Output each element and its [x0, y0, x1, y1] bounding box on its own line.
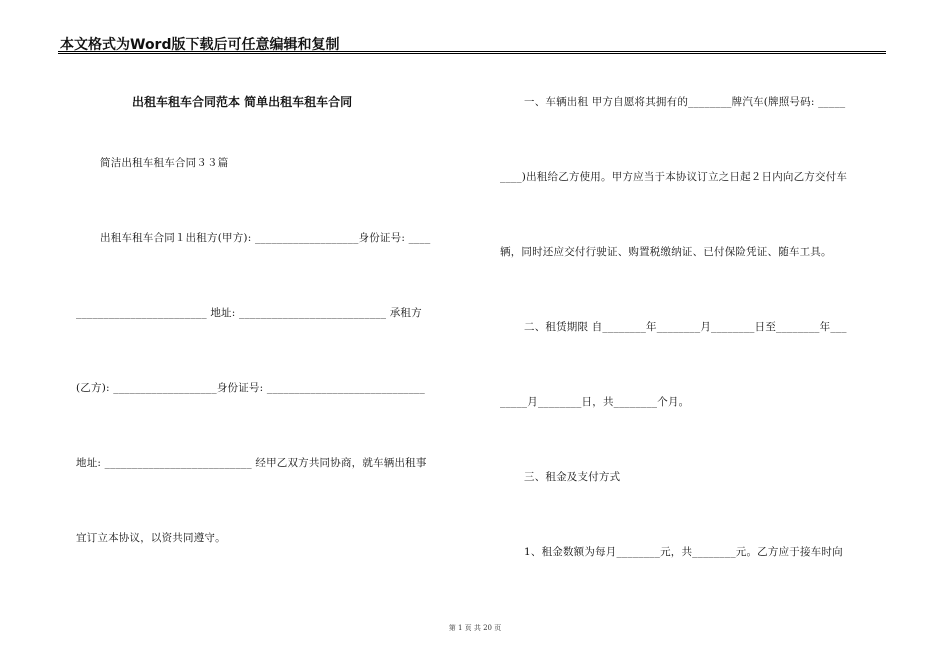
right-line-5: _____月________日，共________个月。	[500, 396, 690, 408]
left-line-1: 简洁出租车租车合同３３篇	[100, 157, 229, 169]
page-footer: 第 1 页 共 20 页	[448, 624, 502, 632]
right-line-1: 一、车辆出租 甲方自愿将其拥有的________牌汽车(牌照号码: _____	[524, 96, 846, 108]
document-title: 出租车租车合同范本 简单出租车租车合同	[132, 95, 353, 109]
page-header-title: 本文格式为Word版下载后可任意编辑和复制	[60, 37, 340, 53]
left-line-2: 出租车租车合同１出租方(甲方): ___________________身份证号: ____	[100, 232, 431, 244]
left-line-4: (乙方): ___________________身份证号: _____________________________	[76, 382, 425, 394]
header-rule	[58, 51, 886, 54]
right-line-3: 辆，同时还应交付行驶证、购置税缴纳证、已付保险凭证、随车工具。	[500, 246, 832, 258]
right-line-7: 1、租金数额为每月________元，共________元。乙方应于接车时向	[524, 546, 843, 558]
right-line-6: 三、租金及支付方式	[524, 471, 621, 483]
right-line-2: ____)出租给乙方使用。甲方应当于本协议订立之日起２日内向乙方交付车	[500, 171, 848, 183]
left-line-5: 地址: ___________________________ 经甲乙双方共同协商，就车辆出租事	[76, 457, 427, 469]
left-line-6: 宜订立本协议，以资共同遵守。	[76, 532, 226, 544]
left-line-3: ________________________ 地址: ___________________________ 承租方	[76, 307, 422, 319]
right-line-4: 二、租赁期限 自________年________月________日至________年___	[524, 321, 847, 333]
